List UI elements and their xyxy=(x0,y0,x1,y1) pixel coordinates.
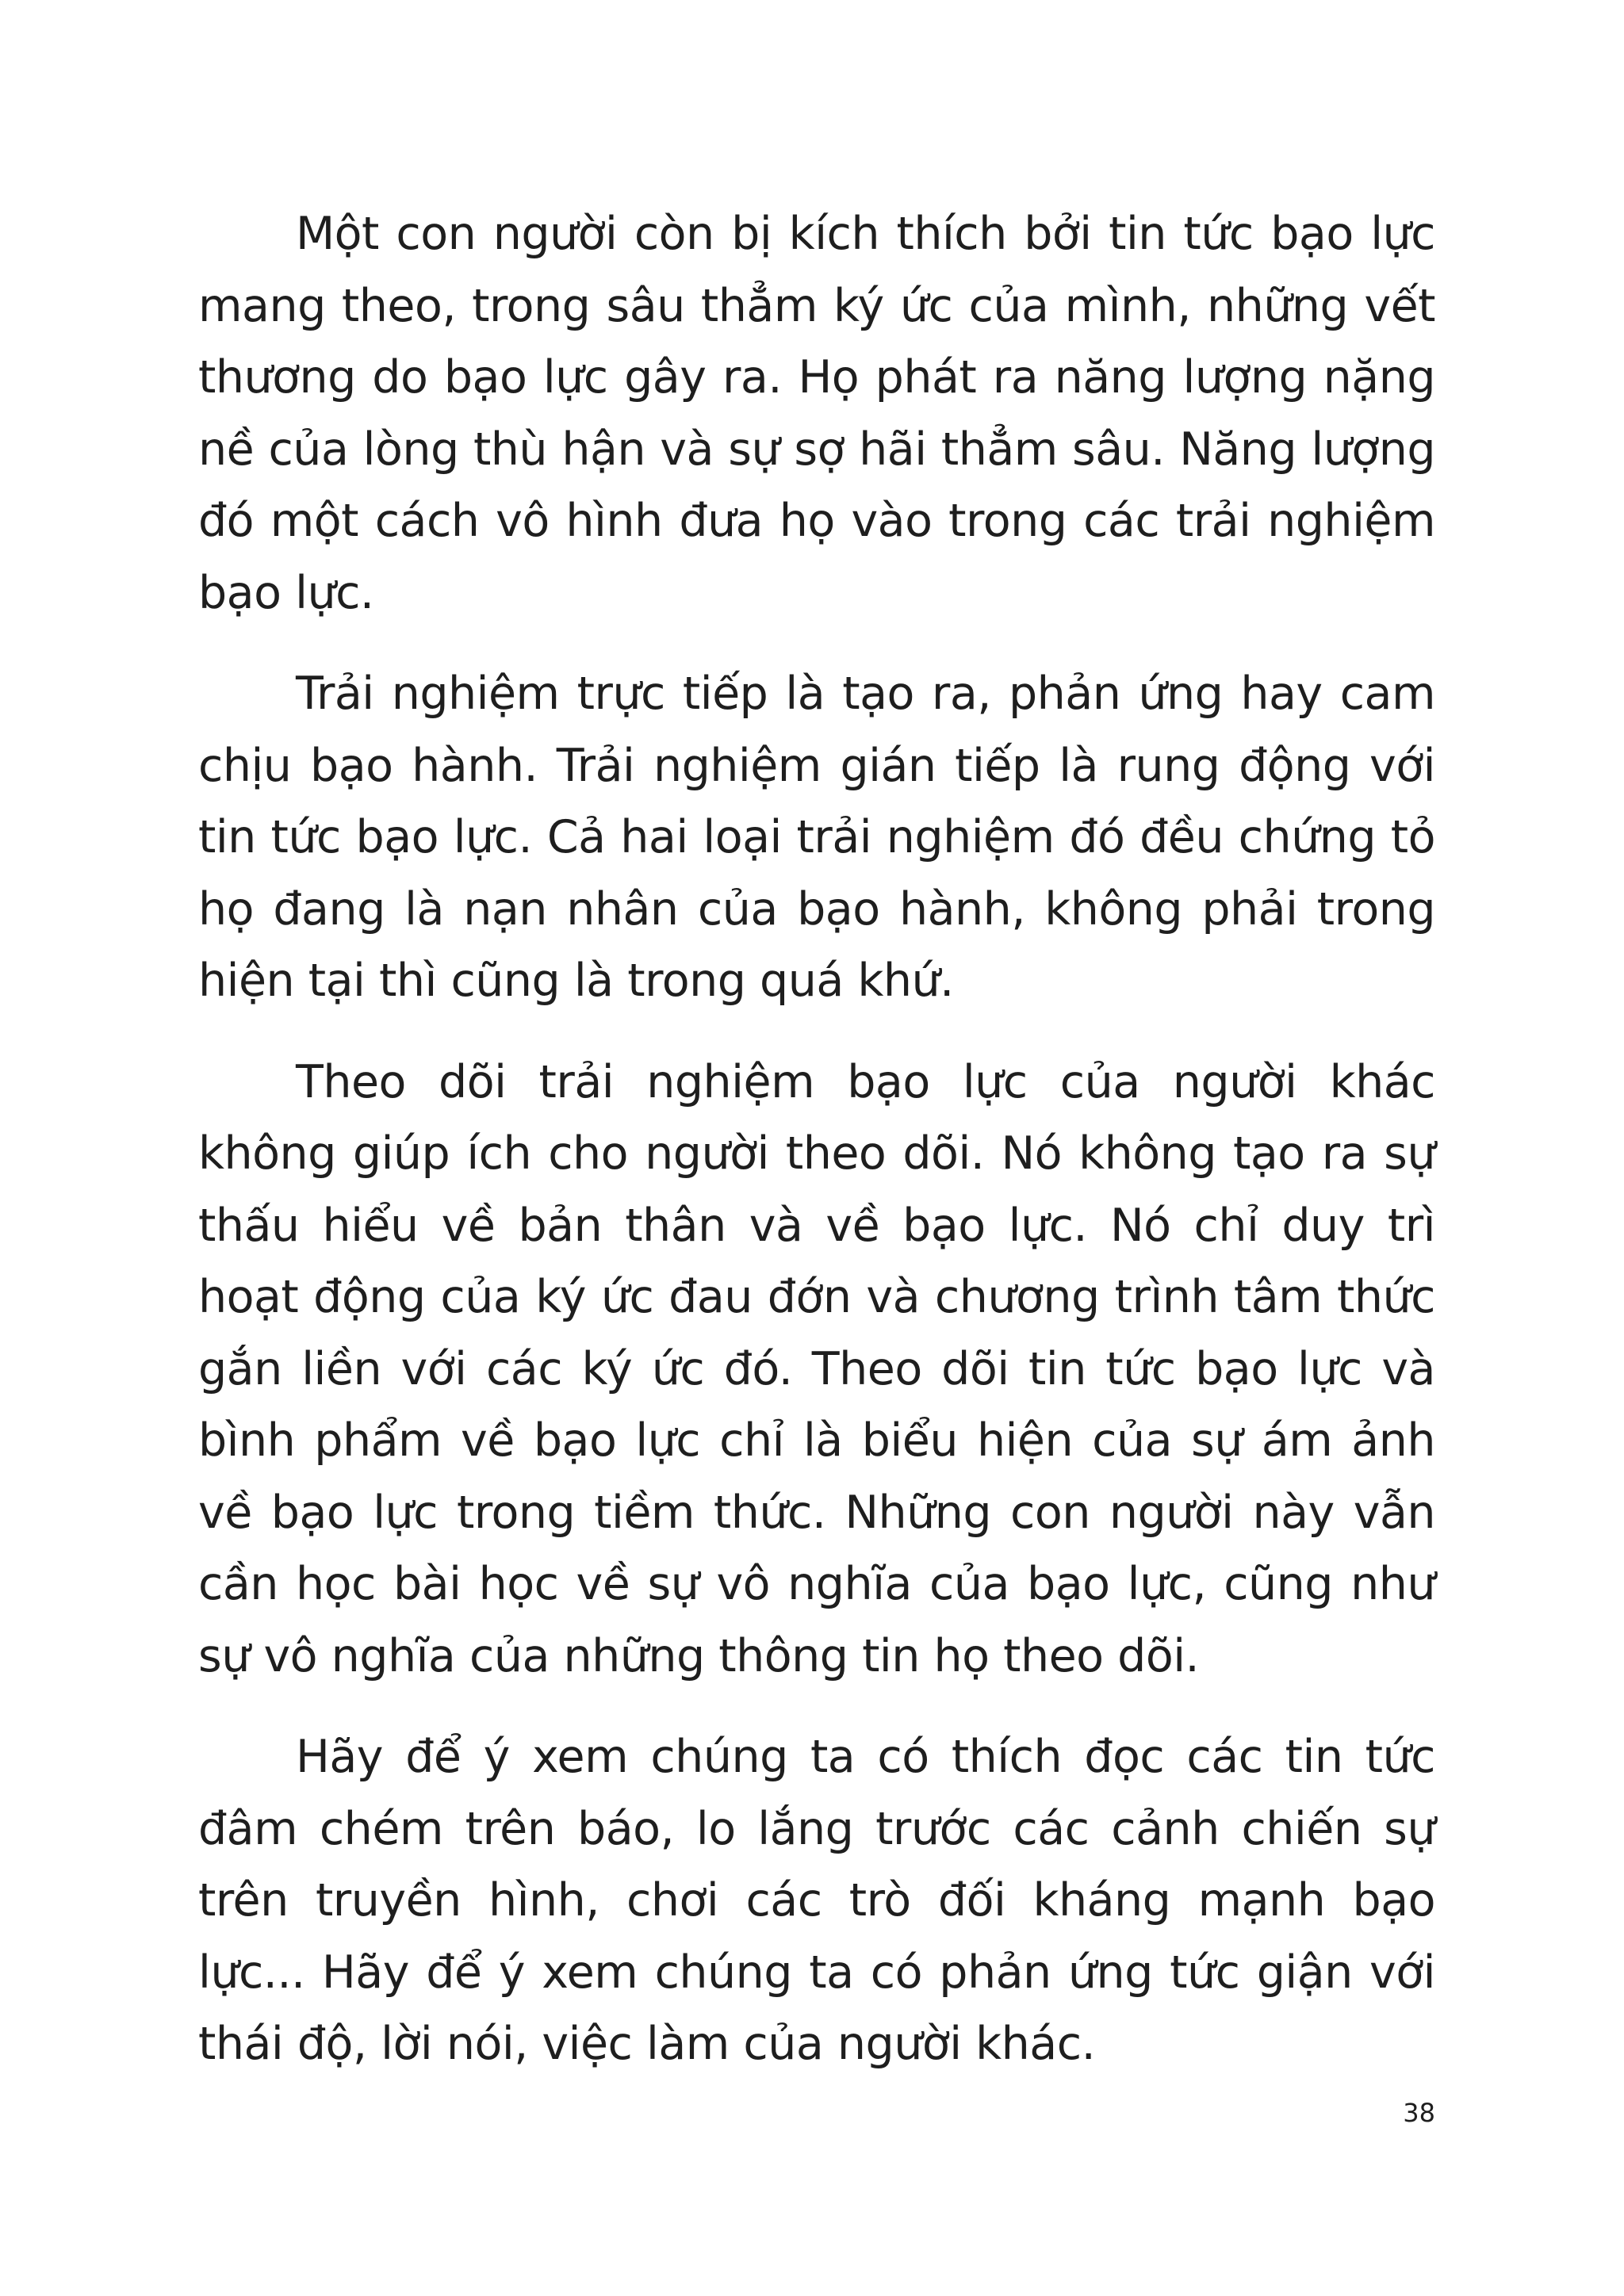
paragraph-1: Một con người còn bị kích thích bởi tin tức bạo lực mang theo, trong sâu thẳm ký ức của mình, những vết thương do bạo lực gây ra. Họ phát ra năng lượng nặng nề của lòng thù hận và sự sợ hãi thẳm sâu. Năng lượng đó một cách vô hình đưa họ vào trong các trải nghiệm bạo lực. xyxy=(198,208,1435,619)
body-text xyxy=(198,198,1435,2110)
paragraph-2: Trải nghiệm trực tiếp là tạo ra, phản ứng hay cam chịu bạo hành. Trải nghiệm gián tiếp là rung động với tin tức bạo lực. Cả hai loại trải nghiệm đó đều chứng tỏ họ đang là nạn nhân của bạo hành, không phải trong hiện tại thì cũng là trong quá khứ. xyxy=(198,668,1435,1007)
paragraph-4: Hãy để ý xem chúng ta có thích đọc các tin tức đâm chém trên báo, lo lắng trước các cảnh chiến sự trên truyền hình, chơi các trò đối kháng mạnh bạo lực... Hãy để ý xem chúng ta có phản ứng tức giận với thái độ, lời nói, việc làm của người khác. xyxy=(198,1731,1435,2070)
paragraph-3: Theo dõi trải nghiệm bạo lực của người khác không giúp ích cho người theo dõi. Nó không tạo ra sự thấu hiểu về bản thân và về bạo lực. Nó chỉ duy trì hoạt động của ký ức đau đớn và chương trình tâm thức gắn liền với các ký ức đó. Theo dõi tin tức bạo lực và bình phẩm về bạo lực chỉ là biểu hiện của sự ám ảnh về bạo lực trong tiềm thức. Những con người này vẫn cần học bài học về sự vô nghĩa của bạo lực, cũng như sự vô nghĩa của những thông tin họ theo dõi. xyxy=(198,1055,1435,1682)
page-number: 38 xyxy=(1403,2098,1435,2128)
